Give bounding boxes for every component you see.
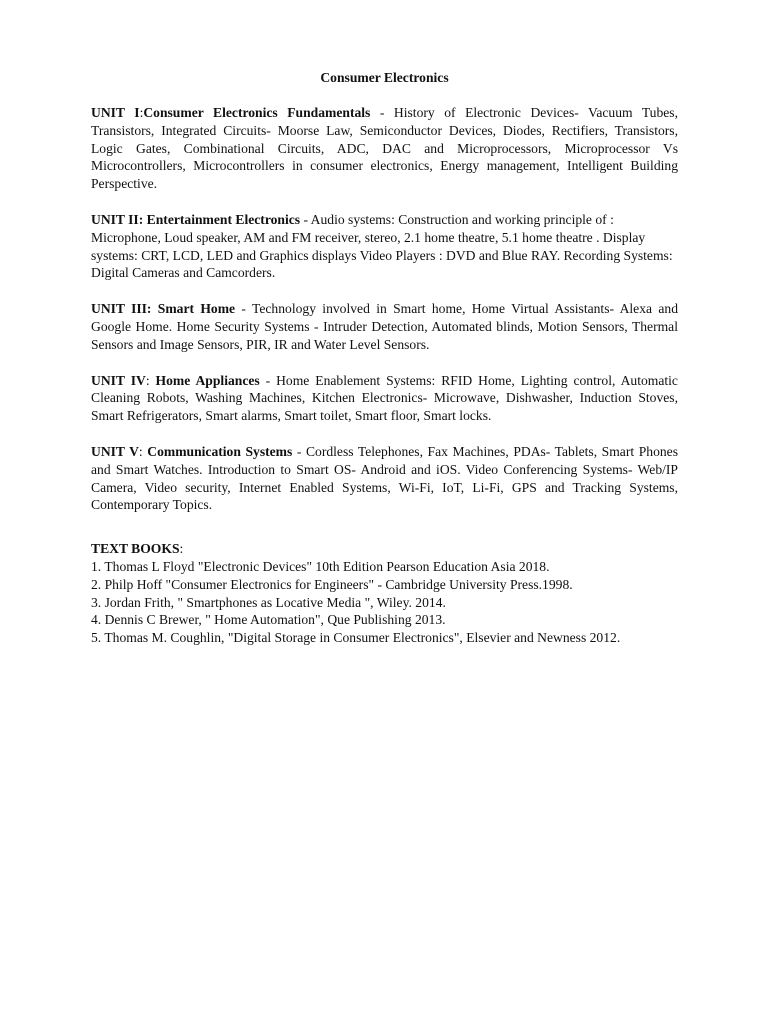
unit-4-label: UNIT IV: [91, 372, 146, 388]
textbooks-heading-text: TEXT BOOKS: [91, 541, 180, 557]
textbook-item: 5. Thomas M. Coughlin, "Digital Storage in Consumer Electronics", Elsevier and Newness 2012.: [91, 630, 621, 646]
textbook-item: 3. Jordan Frith, " Smartphones as Locative Media ", Wiley. 2014.: [91, 594, 446, 610]
unit-5-separator: :: [138, 443, 148, 459]
textbooks-section: [91, 540, 678, 647]
unit-5-body: - Cordless Telephones, Fax Machines, PDAs- Tablets, Smart Phones and Smart Watches. Introduction to Smart OS- Android and iOS. Video Conferencing Systems- Web/IP Camera, Video security, Internet Enabled Systems, Wi-Fi, IoT, Li-Fi, GPS and Tracking Systems, Contemporary Topics.: [91, 443, 678, 513]
textbooks-list: [91, 558, 678, 647]
unit-3-paragraph: [91, 300, 678, 353]
unit-2-heading: Entertainment Electronics: [146, 211, 301, 227]
unit-4-separator: :: [145, 372, 156, 388]
document-page: [91, 66, 678, 647]
textbook-item: 2. Philp Hoff "Consumer Electronics for Engineers" - Cambridge University Press.1998.: [91, 576, 573, 592]
unit-1-label: UNIT I: [91, 105, 140, 120]
unit-1-body: - History of Electronic Devices- Vacuum Tubes, Transistors, Integrated Circuits- Moorse Law, Semiconductor Devices, Diodes, Rectifiers, Transistors, Logic Gates, Combinational Circuits, ADC, DAC and Microprocessors, Microprocessor Vs Microcontrollers, Microcontrollers in consumer electronics, Energy management, Intelligent Building Perspective.: [91, 105, 678, 192]
textbook-item: 1. Thomas L Floyd "Electronic Devices" 10th Edition Pearson Education Asia 2018.: [91, 558, 550, 574]
textbooks-heading-colon: :: [179, 541, 184, 557]
unit-2-paragraph: [91, 211, 678, 282]
textbooks-heading: [91, 540, 678, 558]
unit-4-heading: Home Appliances: [155, 372, 260, 388]
unit-1-heading: Consumer Electronics Fundamentals: [143, 105, 371, 120]
unit-5-label: UNIT V: [91, 443, 139, 459]
textbook-item: 4. Dennis C Brewer, " Home Automation", Que Publishing 2013.: [91, 612, 446, 628]
unit-4-body: - Home Enablement Systems: RFID Home, Lighting control, Automatic Cleaning Robots, Washing Machines, Kitchen Electronics- Microwave, Dishwasher, Induction Stoves, Smart Refrigerators, Smart alarms, Smart toilet, Smart floor, Smart locks.: [91, 372, 678, 424]
unit-4-paragraph: [91, 372, 678, 425]
unit-5-heading: Communication Systems: [147, 443, 293, 459]
unit-1-paragraph: [91, 104, 678, 193]
unit-5-paragraph: [91, 443, 678, 514]
unit-3-label: UNIT III:: [91, 301, 152, 317]
unit-3-body: - Technology involved in Smart home, Home Virtual Assistants- Alexa and Google Home. Home Security Systems - Intruder Detection, Automated blinds, Motion Sensors, Thermal Sensors and Image Sensors, PIR, IR and Water Level Sensors.: [91, 301, 678, 352]
unit-1-separator: :: [139, 105, 144, 120]
unit-3-heading: Smart Home: [157, 301, 236, 317]
document-title: Consumer Electronics: [320, 70, 449, 85]
unit-2-body: - Audio systems: Construction and working principle of : Microphone, Loud speaker, AM and FM receiver, stereo, 2.1 home theatre, 5.1 home theatre . Display systems: CRT, LCD, LED and Graphics displays Video Players : DVD and Blue RAY. Recording Systems: Digital Cameras and Camcorders.: [91, 211, 673, 281]
unit-2-label: UNIT II:: [91, 211, 144, 227]
